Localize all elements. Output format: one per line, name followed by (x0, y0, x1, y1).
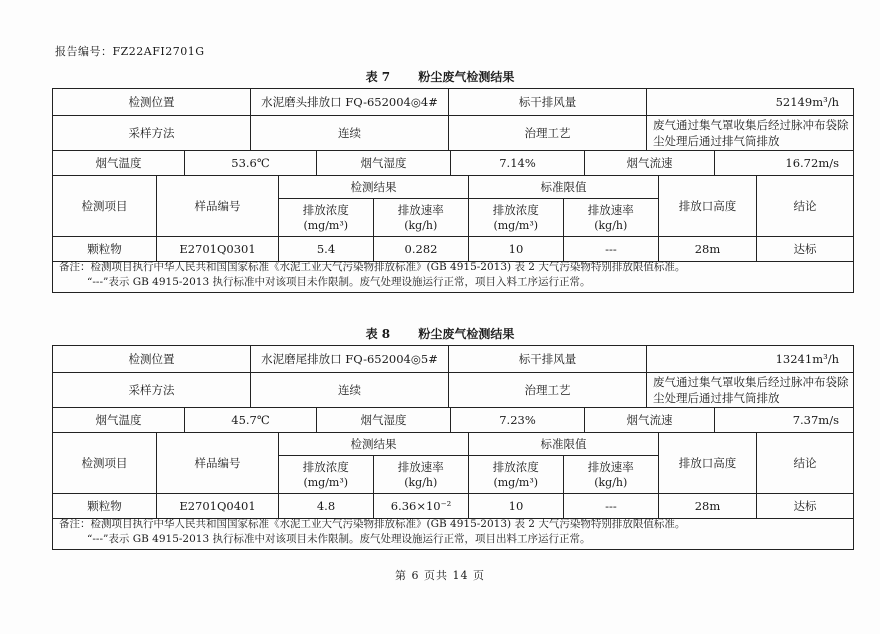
row-limit-conc: 10 (469, 494, 564, 518)
location-label: 检测位置 (53, 346, 251, 372)
table-number: 表 7 (365, 70, 391, 84)
temp-value: 53.6℃ (185, 151, 317, 175)
page-footer: 第 6 页共 14 页 (395, 569, 485, 582)
airflow-label: 标干排风量 (449, 346, 647, 372)
conc-unit: (mg/m³) (493, 218, 539, 232)
table-caption (0, 68, 880, 85)
conc-label: 排放浓度 (492, 202, 539, 217)
table-title: 粉尘废气检测结果 (418, 70, 515, 84)
result-rate-header (374, 199, 469, 236)
result-group (279, 176, 469, 236)
note-limit: “---”表示 GB 4915-2013 执行标准中对该项目未作限制。废气处理设施运行正常，项目入料工序运行正常。 (87, 276, 591, 288)
temp-label: 烟气温度 (53, 408, 185, 432)
result-header: 检测结果 (279, 176, 468, 199)
conc-label: 排放浓度 (302, 459, 349, 474)
conclusion-header: 结论 (793, 456, 817, 470)
conc-unit: (mg/m³) (493, 475, 539, 489)
humidity-label: 烟气湿度 (317, 408, 451, 432)
result-group (279, 433, 469, 493)
rate-label: 排放速率 (397, 202, 444, 217)
row-limit-conc: 10 (469, 237, 564, 261)
rate-label: 排放速率 (587, 459, 634, 474)
conclusion-header: 结论 (793, 199, 817, 213)
flow-label: 烟气流速 (585, 151, 715, 175)
result-header: 检测结果 (279, 433, 468, 456)
row-conclusion: 达标 (793, 499, 817, 513)
table-title: 粉尘废气检测结果 (418, 327, 515, 341)
process-value: 废气通过集气罩收集后经过脉冲布袋除尘处理后通过排气筒排放 (653, 118, 849, 148)
table-notes (52, 258, 854, 293)
humidity-value: 7.23% (451, 408, 585, 432)
rate-unit: (kg/h) (404, 475, 438, 489)
height-header: 排放口高度 (659, 433, 757, 493)
flow-label: 烟气流速 (585, 408, 715, 432)
rate-label: 排放速率 (397, 459, 444, 474)
report-number: 报告编号：FZ22AFI2701G (55, 45, 205, 58)
airflow-label: 标干排风量 (449, 89, 647, 115)
row-conc: 5.4 (279, 237, 374, 261)
process-label: 治理工艺 (449, 116, 647, 150)
temp-label: 烟气温度 (53, 151, 185, 175)
airflow-value: 52149m³/h (775, 95, 839, 109)
row-height: 28m (659, 494, 757, 518)
flow-value: 16.72m/s (785, 156, 839, 170)
rate-label: 排放速率 (587, 202, 634, 217)
method-label: 采样方法 (53, 116, 251, 150)
humidity-value: 7.14% (451, 151, 585, 175)
limit-rate-header (564, 456, 659, 493)
note-limit: “---”表示 GB 4915-2013 执行标准中对该项目未作限制。废气处理设施运行正常，项目出料工序运行正常。 (87, 533, 591, 545)
sample-header: 样品编号 (157, 176, 279, 236)
airflow-value: 13241m³/h (775, 352, 839, 366)
item-header: 检测项目 (53, 176, 157, 236)
table-notes (52, 515, 854, 550)
row-rate: 0.282 (374, 237, 469, 261)
limit-conc-header (469, 199, 564, 236)
conc-label: 排放浓度 (492, 459, 539, 474)
row-conclusion: 达标 (793, 242, 817, 256)
item-header: 检测项目 (53, 433, 157, 493)
method-label: 采样方法 (53, 373, 251, 407)
temp-value: 45.7℃ (185, 408, 317, 432)
result-conc-header (279, 199, 374, 236)
row-conc: 4.8 (279, 494, 374, 518)
row-item: 颗粒物 (53, 494, 157, 518)
sample-header: 样品编号 (157, 433, 279, 493)
conc-label: 排放浓度 (302, 202, 349, 217)
process-label: 治理工艺 (449, 373, 647, 407)
process-value: 废气通过集气罩收集后经过脉冲布袋除尘处理后通过排气筒排放 (653, 375, 849, 405)
limit-rate-header (564, 199, 659, 236)
conc-unit: (mg/m³) (303, 218, 349, 232)
row-limit-rate: --- (564, 494, 659, 518)
emission-table (52, 345, 854, 519)
limit-group (469, 176, 659, 236)
emission-table (52, 88, 854, 262)
result-rate-header (374, 456, 469, 493)
row-limit-rate: --- (564, 237, 659, 261)
limit-group (469, 433, 659, 493)
row-height: 28m (659, 237, 757, 261)
limit-conc-header (469, 456, 564, 493)
rate-unit: (kg/h) (404, 218, 438, 232)
row-sample: E2701Q0401 (157, 494, 279, 518)
note-standard: 备注：检测项目执行中华人民共和国国家标准《水泥工业大气污染物排放标准》(GB 4915-2013) 表 2 大气污染物特别排放限值标准。 (59, 518, 686, 530)
method-value: 连续 (251, 116, 449, 150)
table-number: 表 8 (365, 327, 391, 341)
conc-unit: (mg/m³) (303, 475, 349, 489)
limit-header: 标准限值 (469, 176, 658, 199)
note-standard: 备注：检测项目执行中华人民共和国国家标准《水泥工业大气污染物排放标准》(GB 4915-2013) 表 2 大气污染物特别排放限值标准。 (59, 261, 686, 273)
row-item: 颗粒物 (53, 237, 157, 261)
location-label: 检测位置 (53, 89, 251, 115)
humidity-label: 烟气湿度 (317, 151, 451, 175)
flow-value: 7.37m/s (792, 413, 839, 427)
rate-unit: (kg/h) (594, 475, 628, 489)
row-sample: E2701Q0301 (157, 237, 279, 261)
method-value: 连续 (251, 373, 449, 407)
limit-header: 标准限值 (469, 433, 658, 456)
table-caption (0, 325, 880, 342)
rate-unit: (kg/h) (594, 218, 628, 232)
location-value: 水泥磨尾排放口 FQ-652004◎5# (251, 346, 449, 372)
row-rate: 6.36×10⁻² (374, 494, 469, 518)
location-value: 水泥磨头排放口 FQ-652004◎4# (251, 89, 449, 115)
result-conc-header (279, 456, 374, 493)
height-header: 排放口高度 (659, 176, 757, 236)
